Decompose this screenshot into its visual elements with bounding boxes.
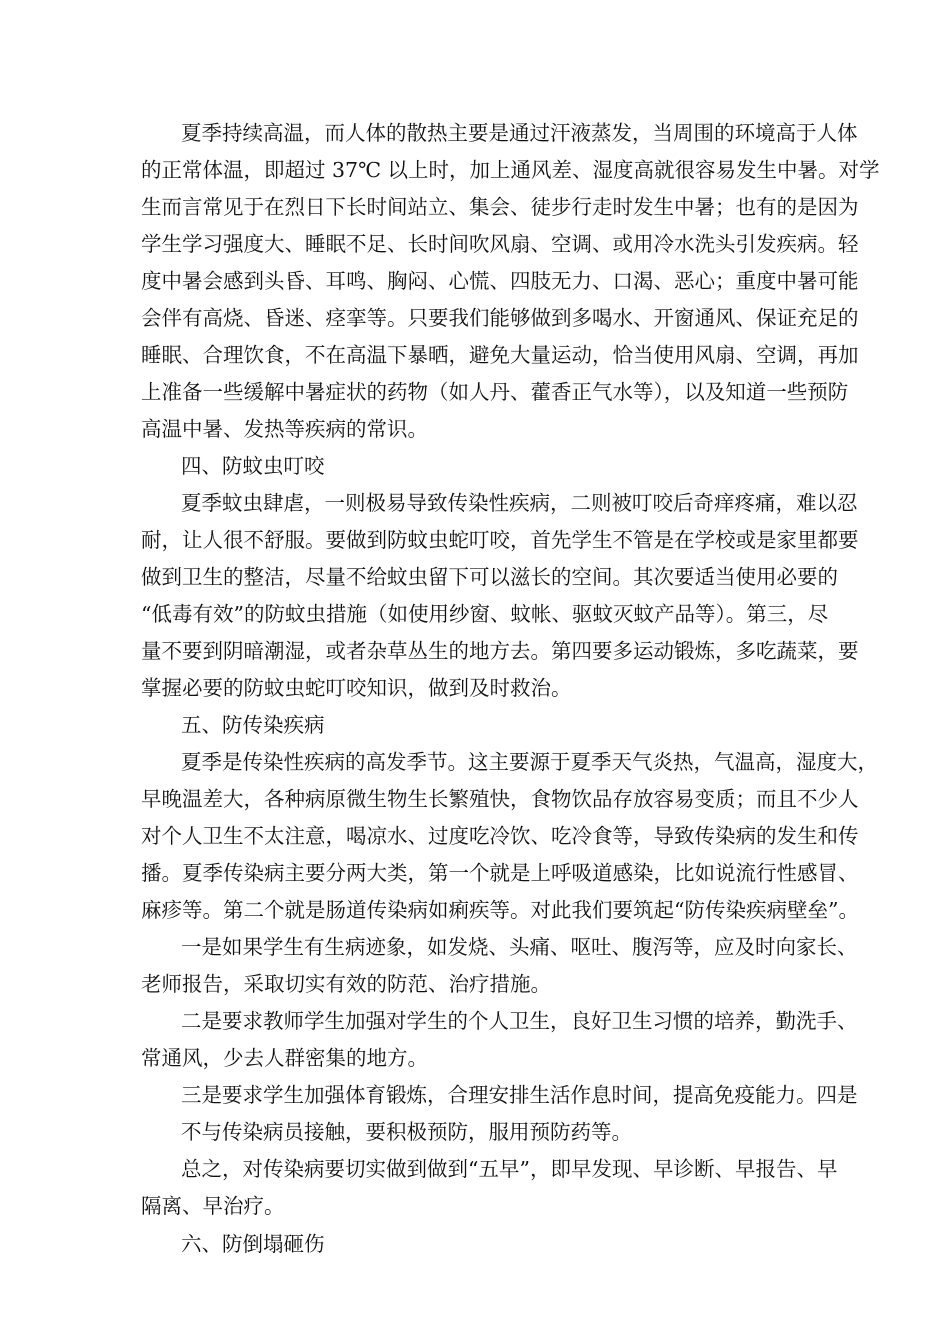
body-line-24: 老师报告，采取切实有效的防范、治疗措施。 (141, 972, 551, 996)
body-line-25: 二是要求教师学生加强对学生的个人卫生，良好卫生习惯的培养，勤洗手、 (181, 1009, 858, 1033)
body-line-30: 隔离、早治疗。 (141, 1194, 285, 1218)
body-line-29: 总之，对传染病要切实做到做到“五早”，即早发现、早诊断、早报告、早 (181, 1157, 838, 1181)
section-heading-6: 六、防倒塌砸伤 (181, 1232, 325, 1256)
body-line-11: 夏季蚊虫肆虐，一则极易导致传染性疾病，二则被叮咬后奇痒疼痛，难以忍 (181, 491, 858, 515)
body-line-13: 做到卫生的整洁，尽量不给蚊虫留下可以滋长的空间。其次要适当使用必要的 (141, 565, 838, 589)
body-line-28: 不与传染病员接触，要积极预防，服用预防药等。 (181, 1120, 632, 1144)
body-line-2: 的正常体温，即超过 37℃ 以上时，加上通风差、湿度高就很容易发生中暑。对学 (141, 158, 880, 182)
body-line-20: 对个人卫生不太注意，喝凉水、过度吃冷饮、吃冷食等，导致传染病的发生和传 (141, 824, 859, 848)
body-line-5: 度中暑会感到头昏、耳鸣、胸闷、心慌、四肢无力、口渴、恶心；重度中暑可能 (141, 269, 859, 293)
body-line-22: 麻疹等。第二个就是肠道传染病如痢疾等。对此我们要筑起“防传染疾病壁垒”。 (141, 898, 859, 922)
body-line-18: 夏季是传染性疾病的高发季节。这主要源于夏季天气炎热，气温高，湿度大， (181, 750, 878, 774)
body-line-9: 高温中暑、发热等疾病的常识。 (141, 417, 428, 441)
body-line-8: 上准备一些缓解中暑症状的药物（如人丹、藿香正气水等），以及知道一些预防 (141, 380, 849, 404)
body-line-3: 生而言常见于在烈日下长时间站立、集会、徒步行走时发生中暑；也有的是因为 (141, 195, 859, 219)
body-line-7: 睡眠、合理饮食，不在高温下暴晒，避免大量运动，恰当使用风扇、空调，再加 (141, 343, 859, 367)
body-line-21: 播。夏季传染病主要分两大类，第一个就是上呼吸道感染，比如说流行性感冒、 (141, 861, 859, 885)
body-line-26: 常通风，少去人群密集的地方。 (141, 1046, 428, 1070)
body-line-23: 一是如果学生有生病迹象，如发烧、头痛、呕吐、腹泻等，应及时向家长、 (181, 935, 858, 959)
body-line-12: 耐，让人很不舒服。要做到防蚊虫蛇叮咬，首先学生不管是在学校或是家里都要 (141, 528, 859, 552)
section-heading-5: 五、防传染疾病 (181, 713, 325, 737)
body-line-16: 掌握必要的防蚊虫蛇叮咬知识，做到及时救治。 (141, 676, 572, 700)
body-line-19: 早晚温差大，各种病原微生物生长繁殖快，食物饮品存放容易变质；而且不少人 (141, 787, 859, 811)
section-heading-4: 四、防蚊虫叮咬 (181, 454, 325, 478)
body-line-27: 三是要求学生加强体育锻炼，合理安排生活作息时间，提高免疫能力。四是 (181, 1083, 858, 1107)
body-line-14: “低毒有效”的防蚊虫措施（如使用纱窗、蚊帐、驱蚊灭蚊产品等）。第三，尽 (141, 602, 829, 626)
body-line-4: 学生学习强度大、睡眠不足、长时间吹风扇、空调、或用冷水洗头引发疾病。轻 (141, 232, 859, 256)
body-line-6: 会伴有高烧、昏迷、痉挛等。只要我们能够做到多喝水、开窗通风、保证充足的 (141, 306, 859, 330)
body-line-15: 量不要到阴暗潮湿，或者杂草丛生的地方去。第四要多运动锻炼，多吃蔬菜，要 (141, 639, 859, 663)
body-line-1: 夏季持续高温，而人体的散热主要是通过汗液蒸发，当周围的环境高于人体 (181, 121, 858, 145)
